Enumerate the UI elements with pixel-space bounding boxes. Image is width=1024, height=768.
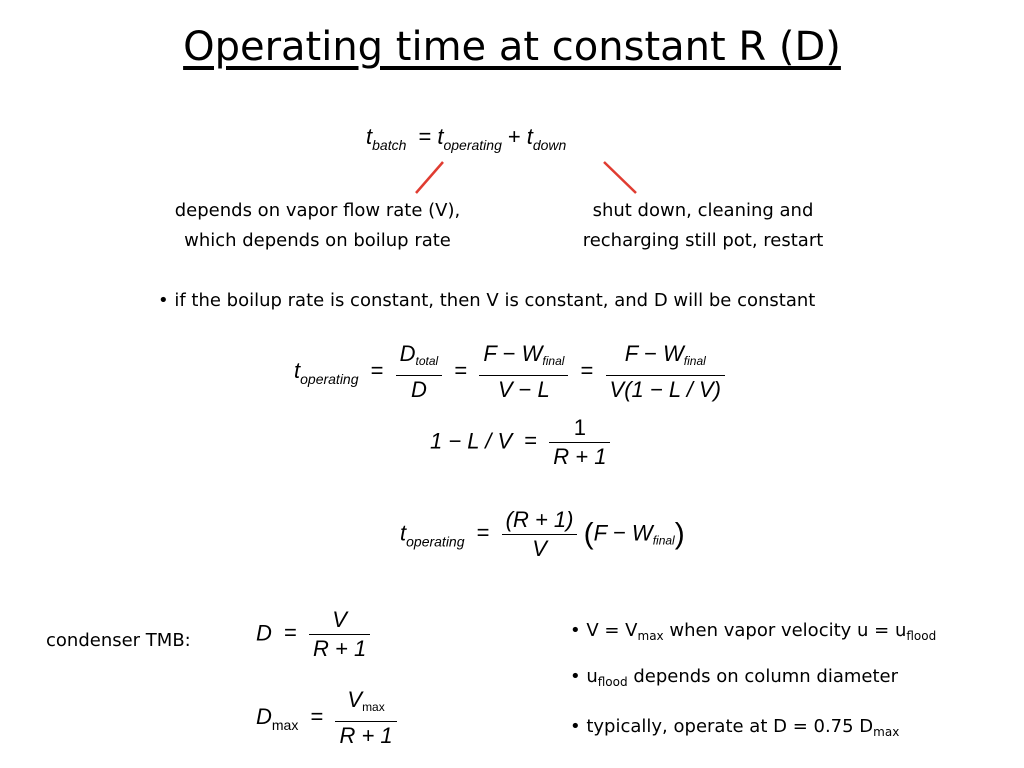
plus: + xyxy=(507,124,521,149)
eq3-num: 1 xyxy=(549,414,610,443)
t-batch-sub: batch xyxy=(372,137,407,153)
t-operating-sub: operating xyxy=(443,137,502,153)
t-down: t xyxy=(526,124,533,149)
eq4-rhs-minus: − xyxy=(613,520,626,546)
eq4-close-paren: ) xyxy=(674,517,685,551)
note-left-line1: depends on vapor flow rate (V), xyxy=(174,200,461,221)
eq2-t: t xyxy=(294,357,301,383)
eq2-equals-1: = xyxy=(370,357,384,383)
bullet-uflood-post: depends on column diameter xyxy=(627,666,898,687)
t-operating: t xyxy=(437,124,444,149)
cond-d-equals: = xyxy=(284,620,297,646)
eq4-num: (R + 1) xyxy=(502,506,578,535)
cond-dmax-lhs-sub: max xyxy=(271,716,299,733)
eq2-f2-den-b: L xyxy=(537,377,550,402)
eq4-open-paren: ( xyxy=(583,517,594,551)
bullet-uflood-pre: • u xyxy=(570,666,598,687)
bullet-typical-pre: • typically, operate at D = 0.75 D xyxy=(570,716,874,737)
eq2-f2-num-sub: final xyxy=(542,354,565,368)
cond-dmax-lhs: D xyxy=(256,703,272,729)
cond-dmax-fraction xyxy=(335,686,396,750)
bullet-vmax-sub2: flood xyxy=(906,629,937,643)
bullet-vmax xyxy=(570,616,936,651)
condenser-dmax-equation xyxy=(256,686,397,750)
eq4-t-sub: operating xyxy=(406,533,465,550)
t-batch: t xyxy=(366,124,373,149)
eq2-fraction-3 xyxy=(606,340,725,404)
cond-dmax-equals: = xyxy=(310,703,324,729)
reflux-relation-equation xyxy=(430,414,610,471)
eq2-fraction-1 xyxy=(396,340,443,404)
eq4-den: V xyxy=(532,536,547,561)
cond-dmax-num: V xyxy=(347,687,363,712)
eq3-fraction xyxy=(549,414,610,471)
bullet-vmax-sub: max xyxy=(637,629,664,643)
eq2-f1-num: D xyxy=(399,341,416,366)
note-right-line2: recharging still pot, restart xyxy=(582,230,824,251)
pointer-line-left xyxy=(416,162,443,193)
eq4-equals: = xyxy=(476,520,490,546)
eq2-f2-num-a: F xyxy=(483,341,497,366)
eq3-lhs: 1 − L / V xyxy=(430,428,513,454)
slide-title: Operating time at constant R (D) xyxy=(183,24,841,70)
cond-dmax-num-sub: max xyxy=(362,700,385,714)
eq2-f1-den: D xyxy=(410,377,427,402)
eq2-f3-den: V(1 − L / V) xyxy=(609,377,721,402)
cond-d-lhs: D xyxy=(256,620,272,646)
eq2-equals-2: = xyxy=(454,357,468,383)
condenser-d-equation xyxy=(256,606,370,663)
condenser-label: condenser TMB: xyxy=(46,630,191,651)
bullet-vmax-pre: • V = V xyxy=(570,620,638,641)
operating-time-reflux-equation xyxy=(400,506,685,563)
eq4-rhs-a: F xyxy=(593,520,608,546)
note-right-line1: shut down, cleaning and xyxy=(592,200,814,221)
eq4-t: t xyxy=(400,520,407,546)
eq2-equals-3: = xyxy=(580,357,594,383)
eq2-f1-num-sub: total xyxy=(415,354,439,368)
bullet-typical-sub: max xyxy=(873,725,900,739)
note-right xyxy=(548,196,858,256)
eq2-fraction-2 xyxy=(479,340,568,404)
eq2-f3-num-sub: final xyxy=(683,354,706,368)
eq2-f2-num-b: W xyxy=(521,341,543,366)
eq2-f2-minus: − xyxy=(502,341,516,366)
bullet-vmax-post: when vapor velocity u = u xyxy=(663,620,907,641)
eq3-den: R + 1 xyxy=(553,444,607,469)
pointer-line-right xyxy=(604,162,636,193)
eq2-f3-num-a: F xyxy=(624,341,639,366)
cond-dmax-den: R + 1 xyxy=(339,723,393,748)
t-down-sub: down xyxy=(532,137,567,153)
eq4-rhs-b: W xyxy=(631,520,653,546)
cond-d-den: R + 1 xyxy=(313,636,367,661)
eq4-fraction xyxy=(502,506,578,563)
bullet-uflood-sub: flood xyxy=(597,675,628,689)
bullet-constant-boilup: • if the boilup rate is constant, then V is constant, and D will be constant xyxy=(158,290,816,311)
cond-d-num: V xyxy=(309,606,370,635)
equals: = xyxy=(418,124,432,149)
note-left xyxy=(130,196,505,256)
operating-time-equation xyxy=(294,340,725,404)
cond-d-fraction xyxy=(309,606,370,663)
bullet-uflood xyxy=(570,662,898,697)
eq2-f3-num-b: W xyxy=(663,341,684,366)
bullet-typical xyxy=(570,712,899,747)
note-left-line2: which depends on boilup rate xyxy=(184,230,451,251)
eq2-f2-den-minus: − xyxy=(518,377,532,402)
eq2-t-sub: operating xyxy=(300,370,359,387)
eq3-equals: = xyxy=(524,428,538,454)
eq2-f2-den-a: V xyxy=(497,377,513,402)
eq2-f3-minus: − xyxy=(644,341,658,366)
eq4-rhs-sub: final xyxy=(652,533,675,548)
